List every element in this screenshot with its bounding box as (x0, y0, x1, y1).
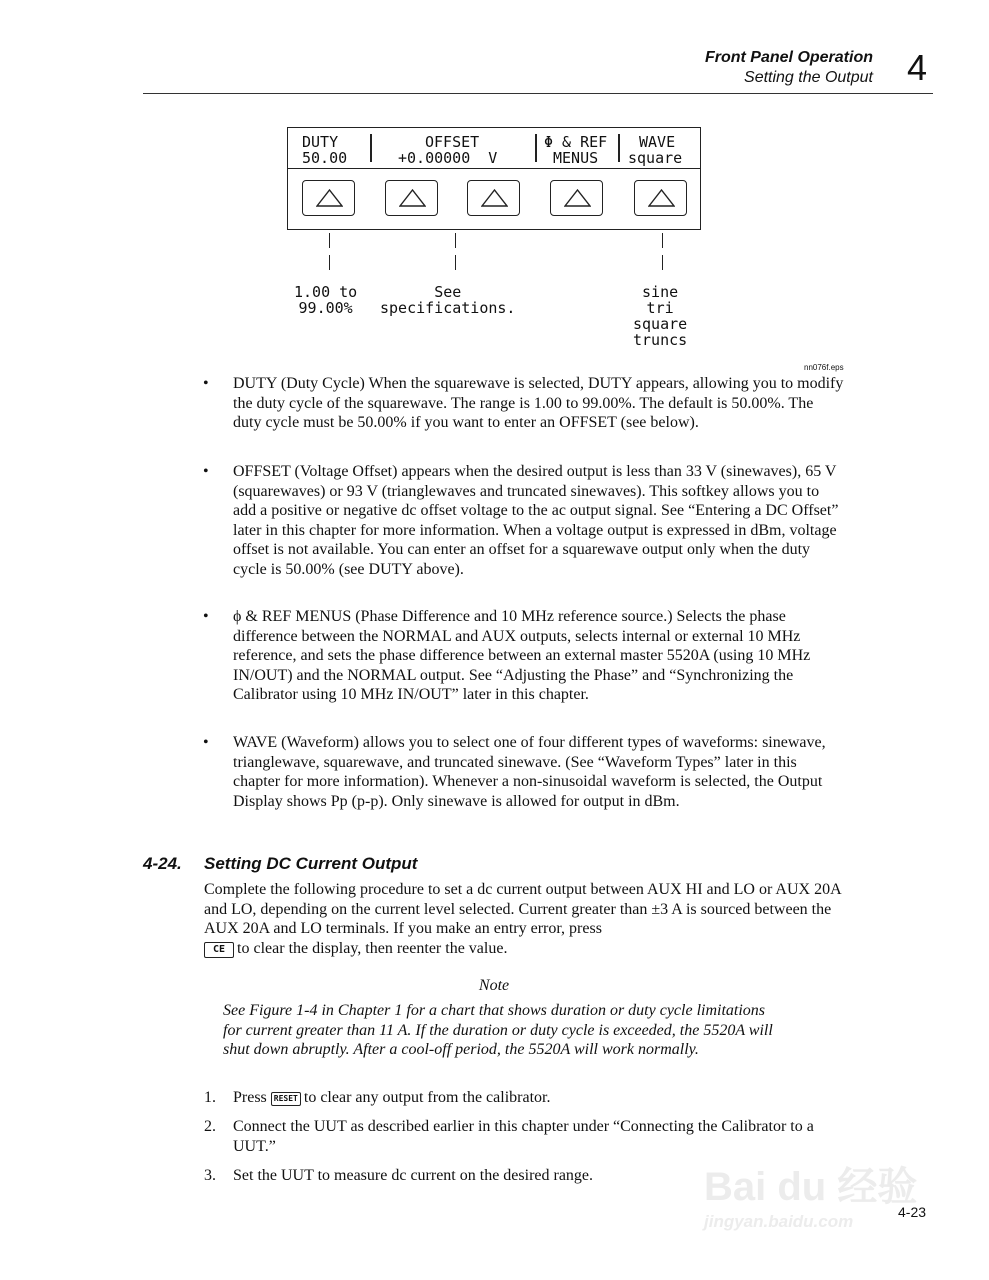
bullet-text: WAVE (Waveform) allows you to select one of four different types of waveforms: sinewave, trianglewave, squarewave, and truncated sinewave. (See “Waveform Types” later in this chapter for more information). Whenever a non-sinusoidal waveform is selected, the Output Display shows Pp (p-p). Only sinewave is allowed for output in dBm. (233, 734, 826, 810)
up-triangle-icon (564, 189, 591, 207)
callout-line-duty (329, 255, 330, 270)
callout-duty-range: 1.00 to 99.00% (294, 283, 358, 317)
callout-offset-note: See specifications. (380, 283, 516, 317)
up-triangle-icon (481, 189, 508, 207)
section-title: Setting DC Current Output (204, 854, 418, 873)
step-text: Connect the UUT as described earlier in this chapter under “Connecting the Calibrator to a UUT.” (233, 1118, 814, 1155)
softkey-5-button[interactable] (634, 180, 687, 216)
bullet-text: DUTY (Duty Cycle) When the squarewave is selected, DUTY appears, allowing you to modify the duty cycle of the squarewave. The range is 1.00 to 99.00%. The default is 50.00%. The duty cycle must be 50.00% if you want to enter an OFFSET (see below). (233, 375, 844, 431)
watermark-logo: Bai du 经验 (704, 1165, 918, 1209)
bullet-wave: • WAVE (Waveform) allows you to select one of four different types of waveforms: sinewave, trianglewave, squarewave, and truncated sinewave. (See “Waveform Types” later in this chapter for more information). Whenever a non-sinusoidal waveform is selected, the Output Display shows Pp (p-p). Only sinewave is allowed for output in dBm. (203, 734, 826, 810)
step-text: to clear any output from the calibrator. (303, 1089, 551, 1106)
note-title: Note (478, 977, 510, 994)
bullet-offset: • OFFSET (Voltage Offset) appears when the desired output is less than 33 V (sinewaves), 65 V (squarewaves) or 93 V (trianglewaves and truncated sinewaves). This softkey allows you to add a positive or negative dc offset voltage to the ac output signal. See “Entering a DC Offset” later in this chapter for more information. When a voltage output is expressed in dBm, voltage offset is not available. You can enter an offset for a squarewave output only when the duty cycle is 50.00% (see DUTY above). (203, 463, 839, 578)
reset-key: RESET (271, 1092, 301, 1106)
callout-line-wave (662, 255, 663, 270)
section-number: 4-24. (143, 854, 182, 873)
lcd-phase-value: MENUS (553, 149, 599, 167)
up-triangle-icon (316, 189, 343, 207)
lcd-display (287, 127, 701, 169)
lcd-offset-label: OFFSET (425, 133, 480, 151)
callout-wave-options: sine tri square truncs (633, 283, 688, 349)
step-text: Set the UUT to measure dc current on the desired range. (233, 1167, 594, 1184)
lcd-separator (618, 134, 620, 162)
lcd-duty-value: 50.00 (302, 149, 348, 167)
step-number: 2. (204, 1118, 216, 1135)
section-intro (204, 880, 844, 958)
running-header-title: Front Panel Operation (704, 49, 873, 66)
lcd-separator (535, 134, 537, 162)
softkey-3-button[interactable] (467, 180, 520, 216)
section-heading (143, 854, 417, 874)
intro-text-end: to clear the display, then reenter the value. (237, 939, 508, 957)
header-rule (143, 93, 933, 94)
lcd-duty-label: DUTY (302, 133, 339, 151)
softkey-4-button[interactable] (550, 180, 603, 216)
bullet-text: ϕ & REF MENUS (Phase Difference and 10 MHz reference source.) Selects the phase difference between the NORMAL and AUX outputs, selects internal or external 10 MHz reference, and sets the phase difference between an external master 5520A (using 10 MHz IN/OUT) and the NORMAL output. See “Adjusting the Phase” and “Synchronizing the Calibrator using 10 MHz IN/OUT” later in this chapter. (233, 608, 811, 703)
watermark-url: jingyan.baidu.com (704, 1212, 854, 1231)
running-header-subtitle: Setting the Output (744, 69, 873, 86)
lcd-offset-value: +0.00000 V (398, 149, 498, 167)
softkey-1-button[interactable] (302, 180, 355, 216)
softkey-2-button[interactable] (385, 180, 438, 216)
bullet-phase-ref: • ϕ & REF MENUS (Phase Difference and 10 MHz reference source.) Selects the phase difference between the NORMAL and AUX outputs, selects internal or external 10 MHz reference, and sets the phase difference between an external master 5520A (using 10 MHz IN/OUT) and the NORMAL output. See “Adjusting the Phase” and “Synchronizing the Calibrator using 10 MHz IN/OUT” later in this chapter. (203, 608, 811, 703)
callout-line-wave (662, 233, 663, 248)
note-body: See Figure 1-4 in Chapter 1 for a chart that shows duration or duty cycle limitations for current greater than 11 A. If the duration or duty cycle is exceeded, the 5520A will shut down abruptly. After a cool-off period, the 5520A will work normally. (223, 1002, 773, 1058)
up-triangle-icon (648, 189, 675, 207)
step-2 (204, 1117, 833, 1156)
up-triangle-icon (399, 189, 426, 207)
step-number: 3. (204, 1167, 216, 1184)
intro-text: Complete the following procedure to set a dc current output between AUX HI and LO or AUX 20A and LO, depending on the current level selected. Current greater than ±3 A is sourced between the AUX 20A and LO terminals. If you make an entry error, press (204, 881, 841, 937)
page-number: 4-23 (898, 1204, 927, 1220)
lcd-wave-value: square (628, 149, 683, 167)
figure-file-label: nn076f.eps (804, 363, 844, 372)
callout-line-offset (455, 233, 456, 248)
step-text: Press (233, 1089, 267, 1106)
step-number: 1. (204, 1089, 216, 1106)
lcd-phase-label: Φ & REF (544, 133, 608, 151)
callout-line-duty (329, 233, 330, 248)
chapter-number: 4 (907, 47, 928, 88)
bullet-text: OFFSET (Voltage Offset) appears when the desired output is less than 33 V (sinewaves), 65 V (squarewaves) or 93 V (trianglewaves and truncated sinewaves). This softkey allows you to add a positive or negative dc offset voltage to the ac output signal. See “Entering a DC Offset” later in this chapter for more information. When a voltage output is expressed in dBm, voltage offset is not available. You can enter an offset for a squarewave output only when the duty cycle is 50.00% (see DUTY above). (233, 463, 839, 578)
bullet-duty: • DUTY (Duty Cycle) When the squarewave is selected, DUTY appears, allowing you to modify the duty cycle of the squarewave. The range is 1.00 to 99.00%. The default is 50.00%. The duty cycle must be 50.00% if you want to enter an OFFSET (see below). (203, 375, 844, 431)
step-1 (204, 1088, 833, 1108)
lcd-separator (370, 134, 372, 162)
ce-key: CE (204, 942, 234, 958)
callout-line-offset (455, 255, 456, 270)
lcd-wave-label: WAVE (639, 133, 676, 151)
